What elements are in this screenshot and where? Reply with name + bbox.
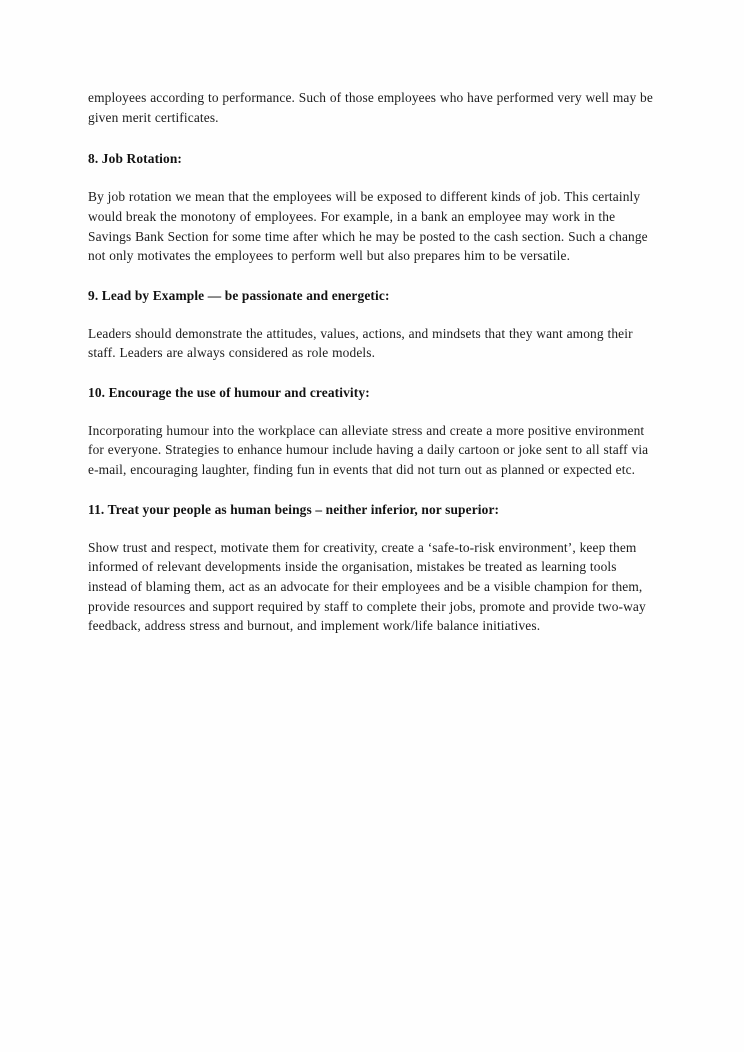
spacer: [88, 127, 658, 149]
heading-9-lead-by-example: 9. Lead by Example — be passionate and energetic:: [88, 287, 390, 303]
paragraph-treat-people-as-human-beings: Show trust and respect, motivate them for creativity, create a ‘safe-to-risk environment’, keep them informed of relevant developments inside the organisation, mistakes be treated as learning tools instead of blaming them, act as an advocate for their employees and be a visible champion for them, provide resources and support required by staff to complete their jobs, promote and provide two-way feedback, address stress and burnout, and implement work/life balance initiatives.: [88, 539, 646, 634]
paragraph-continued-from-previous-page: employees according to performance. Such of those employees who have performed very well may be given merit certificates.: [88, 90, 653, 125]
document-text-column: [88, 88, 658, 636]
paragraph-job-rotation: By job rotation we mean that the employees will be exposed to different kinds of job. This certainly would break the monotony of employees. For example, in a bank an employee may work in the Savings Bank Section for some time after which he may be posted to the cash section. Such a change not only motivates the employees to perform well but also prepares him to be versatile.: [88, 189, 648, 264]
spacer: [88, 403, 658, 421]
spacer: [88, 266, 658, 286]
spacer: [88, 480, 658, 500]
paragraph-lead-by-example: Leaders should demonstrate the attitudes, values, actions, and mindsets that they want among their staff. Leaders are always considered as role models.: [88, 325, 633, 361]
heading-8-job-rotation: 8. Job Rotation:: [88, 151, 183, 167]
heading-11-treat-people-as-human-beings: 11. Treat your people as human beings – neither inferior, nor superior:: [88, 501, 500, 517]
spacer: [88, 169, 658, 187]
spacer: [88, 363, 658, 383]
heading-10-humour-and-creativity: 10. Encourage the use of humour and creativity:: [88, 385, 370, 401]
spacer: [88, 520, 658, 538]
paragraph-humour-and-creativity: Incorporating humour into the workplace can alleviate stress and create a more positive environment for everyone. Strategies to enhance humour include having a daily cartoon or joke sent to all staff via e-mail, encouraging laughter, finding fun in events that did not turn out as planned or expected etc.: [88, 422, 649, 478]
spacer: [88, 306, 658, 324]
